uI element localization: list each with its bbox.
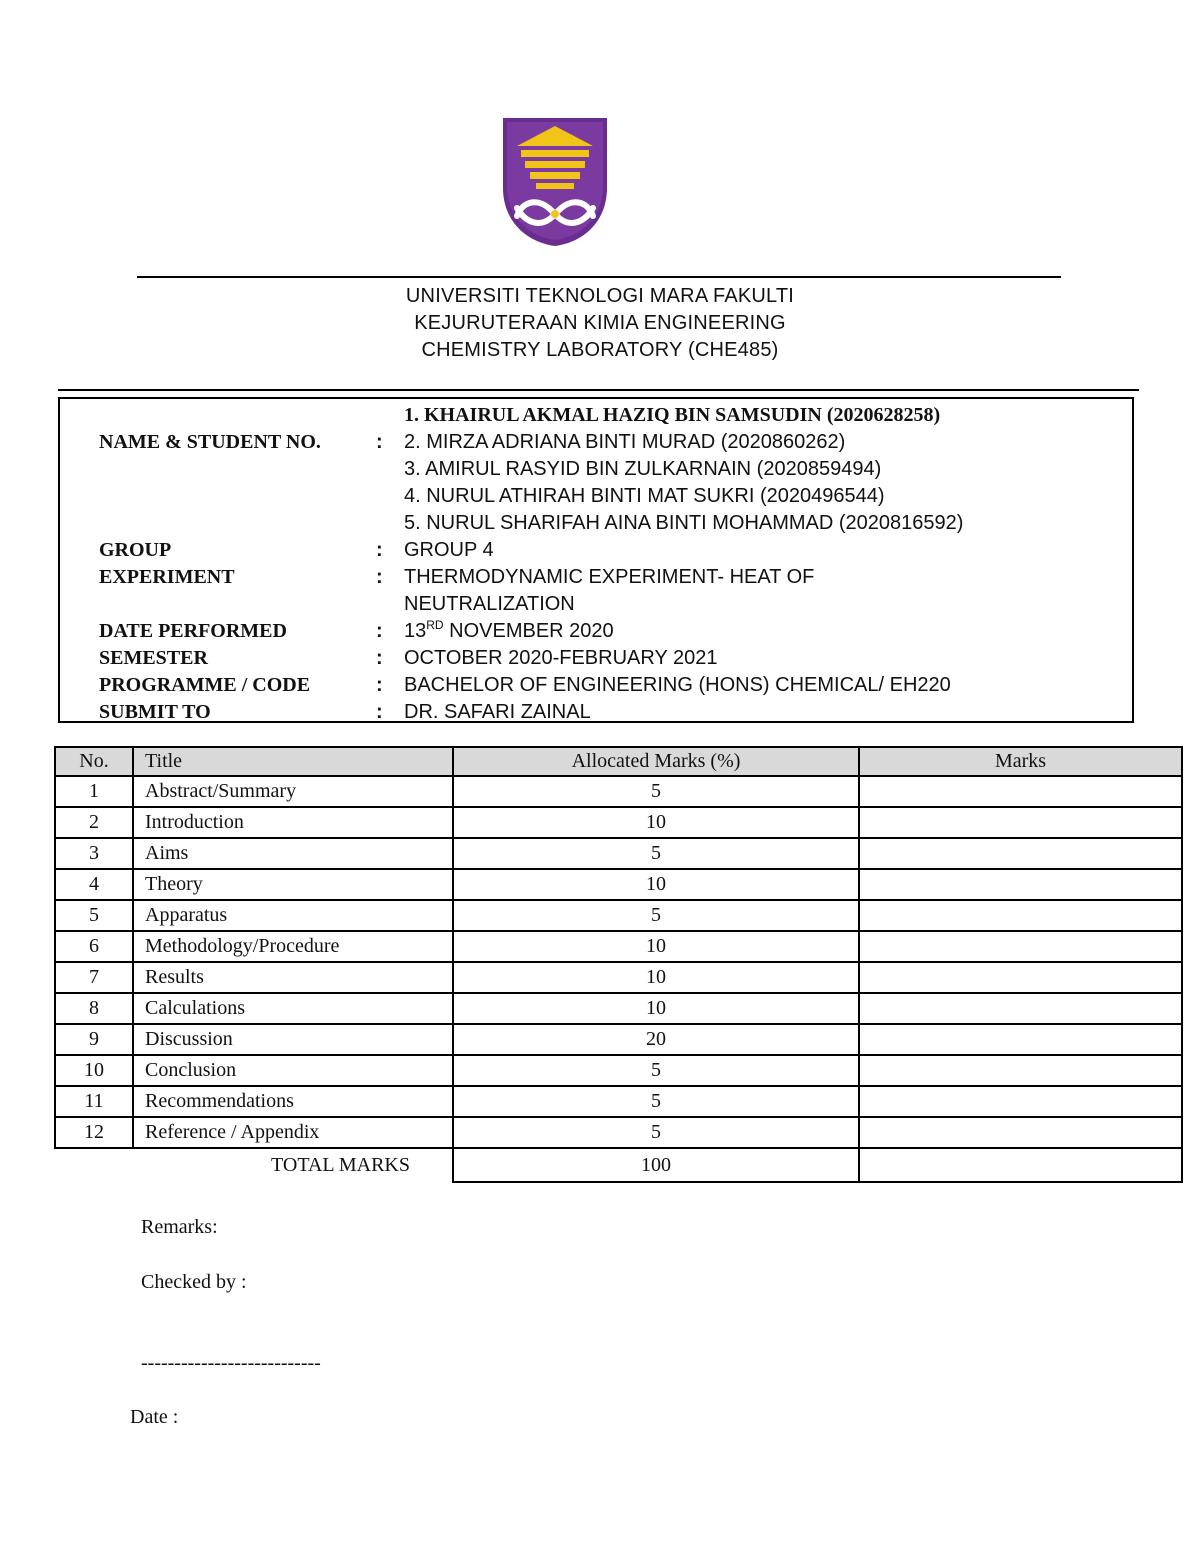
row-no: 5 bbox=[55, 900, 133, 931]
header-rule-bottom bbox=[58, 389, 1139, 391]
total-marks-field[interactable] bbox=[859, 1148, 1182, 1182]
table-row bbox=[55, 900, 1182, 931]
row-allocated: 10 bbox=[453, 931, 859, 962]
header-allocated: Allocated Marks (%) bbox=[453, 747, 859, 776]
table-row bbox=[55, 993, 1182, 1024]
row-title: Calculations bbox=[133, 993, 453, 1024]
row-title: Apparatus bbox=[133, 900, 453, 931]
header-line-3: CHEMISTRY LABORATORY (CHE485) bbox=[421, 339, 779, 361]
name-label: NAME & STUDENT NO. bbox=[99, 431, 321, 453]
header-line-2: KEJURUTERAAN KIMIA ENGINEERING bbox=[414, 312, 786, 334]
table-row bbox=[55, 962, 1182, 993]
row-marks-field[interactable] bbox=[859, 1024, 1182, 1055]
row-marks-field[interactable] bbox=[859, 900, 1182, 931]
row-marks-field[interactable] bbox=[859, 776, 1182, 807]
row-title: Aims bbox=[133, 838, 453, 869]
row-title: Recommendations bbox=[133, 1086, 453, 1117]
colon: : bbox=[376, 701, 383, 723]
header-rule-top bbox=[137, 276, 1061, 278]
header-no: No. bbox=[55, 747, 133, 776]
row-no: 1 bbox=[55, 776, 133, 807]
table-row bbox=[55, 838, 1182, 869]
row-no: 6 bbox=[55, 931, 133, 962]
colon: : bbox=[376, 647, 383, 669]
row-marks-field[interactable] bbox=[859, 1055, 1182, 1086]
uitm-crest-icon bbox=[503, 118, 607, 246]
date-rest: NOVEMBER 2020 bbox=[443, 620, 614, 642]
row-no: 12 bbox=[55, 1117, 133, 1148]
row-allocated: 5 bbox=[453, 1117, 859, 1148]
row-allocated: 10 bbox=[453, 962, 859, 993]
programme-label: PROGRAMME / CODE bbox=[99, 674, 311, 696]
signature-line: --------------------------- bbox=[141, 1352, 321, 1374]
row-title: Methodology/Procedure bbox=[133, 931, 453, 962]
row-marks-field[interactable] bbox=[859, 869, 1182, 900]
semester-label: SEMESTER bbox=[99, 647, 208, 669]
row-title: Abstract/Summary bbox=[133, 776, 453, 807]
member-5: 5. NURUL SHARIFAH AINA BINTI MOHAMMAD (2020816592) bbox=[404, 512, 964, 534]
row-title: Results bbox=[133, 962, 453, 993]
group-value: GROUP 4 bbox=[404, 539, 494, 561]
experiment-value-line-2: NEUTRALIZATION bbox=[404, 593, 575, 615]
table-row bbox=[55, 1055, 1182, 1086]
row-title: Conclusion bbox=[133, 1055, 453, 1086]
row-allocated: 5 bbox=[453, 1086, 859, 1117]
member-1: 1. KHAIRUL AKMAL HAZIQ BIN SAMSUDIN (2020628258) bbox=[404, 404, 941, 426]
member-4: 4. NURUL ATHIRAH BINTI MAT SUKRI (2020496544) bbox=[404, 485, 885, 507]
row-marks-field[interactable] bbox=[859, 993, 1182, 1024]
colon: : bbox=[376, 539, 383, 561]
date-performed-label: DATE PERFORMED bbox=[99, 620, 287, 642]
row-allocated: 5 bbox=[453, 1055, 859, 1086]
date-performed-value bbox=[404, 620, 614, 643]
row-marks-field[interactable] bbox=[859, 1117, 1182, 1148]
table-row bbox=[55, 869, 1182, 900]
row-marks-field[interactable] bbox=[859, 807, 1182, 838]
table-row bbox=[55, 931, 1182, 962]
row-no: 9 bbox=[55, 1024, 133, 1055]
date-suffix: RD bbox=[426, 618, 444, 632]
row-allocated: 5 bbox=[453, 900, 859, 931]
row-allocated: 10 bbox=[453, 869, 859, 900]
total-spacer bbox=[55, 1148, 133, 1182]
date-label: Date : bbox=[130, 1406, 179, 1428]
colon: : bbox=[376, 674, 383, 696]
submit-to-value: DR. SAFARI ZAINAL bbox=[404, 701, 591, 723]
semester-value: OCTOBER 2020-FEBRUARY 2021 bbox=[404, 647, 718, 669]
date-day: 13 bbox=[404, 620, 427, 642]
colon: : bbox=[376, 431, 383, 453]
row-no: 8 bbox=[55, 993, 133, 1024]
row-no: 4 bbox=[55, 869, 133, 900]
total-row bbox=[55, 1148, 1182, 1182]
total-allocated: 100 bbox=[453, 1148, 859, 1182]
row-no: 2 bbox=[55, 807, 133, 838]
row-marks-field[interactable] bbox=[859, 931, 1182, 962]
experiment-value-line-1: THERMODYNAMIC EXPERIMENT- HEAT OF bbox=[404, 566, 815, 588]
group-label: GROUP bbox=[99, 539, 172, 561]
table-row bbox=[55, 1086, 1182, 1117]
colon: : bbox=[376, 620, 383, 642]
header-marks: Marks bbox=[859, 747, 1182, 776]
table-row bbox=[55, 1117, 1182, 1148]
marks-table bbox=[54, 746, 1183, 1183]
table-row bbox=[55, 1024, 1182, 1055]
row-allocated: 10 bbox=[453, 807, 859, 838]
row-allocated: 10 bbox=[453, 993, 859, 1024]
row-no: 3 bbox=[55, 838, 133, 869]
header-line-1: UNIVERSITI TEKNOLOGI MARA FAKULTI bbox=[405, 285, 795, 307]
row-marks-field[interactable] bbox=[859, 1086, 1182, 1117]
row-no: 11 bbox=[55, 1086, 133, 1117]
checked-by-label: Checked by : bbox=[141, 1271, 247, 1293]
submit-to-label: SUBMIT TO bbox=[99, 701, 211, 723]
row-title: Reference / Appendix bbox=[133, 1117, 453, 1148]
total-marks-label: TOTAL MARKS bbox=[271, 1154, 410, 1176]
row-allocated: 20 bbox=[453, 1024, 859, 1055]
table-row bbox=[55, 807, 1182, 838]
table-header-row bbox=[55, 747, 1182, 776]
experiment-label: EXPERIMENT bbox=[99, 566, 235, 588]
row-marks-field[interactable] bbox=[859, 962, 1182, 993]
row-title: Theory bbox=[133, 869, 453, 900]
row-no: 10 bbox=[55, 1055, 133, 1086]
row-no: 7 bbox=[55, 962, 133, 993]
university-logo bbox=[503, 118, 607, 246]
remarks-label: Remarks: bbox=[141, 1216, 218, 1238]
member-3: 3. AMIRUL RASYID BIN ZULKARNAIN (2020859494) bbox=[404, 458, 882, 480]
row-allocated: 5 bbox=[453, 776, 859, 807]
colon: : bbox=[376, 566, 383, 588]
row-title: Introduction bbox=[133, 807, 453, 838]
member-2: 2. MIRZA ADRIANA BINTI MURAD (2020860262) bbox=[404, 431, 846, 453]
table-row bbox=[55, 776, 1182, 807]
row-title: Discussion bbox=[133, 1024, 453, 1055]
row-allocated: 5 bbox=[453, 838, 859, 869]
row-marks-field[interactable] bbox=[859, 838, 1182, 869]
programme-value: BACHELOR OF ENGINEERING (HONS) CHEMICAL/ EH220 bbox=[404, 674, 951, 696]
header-title: Title bbox=[133, 747, 453, 776]
